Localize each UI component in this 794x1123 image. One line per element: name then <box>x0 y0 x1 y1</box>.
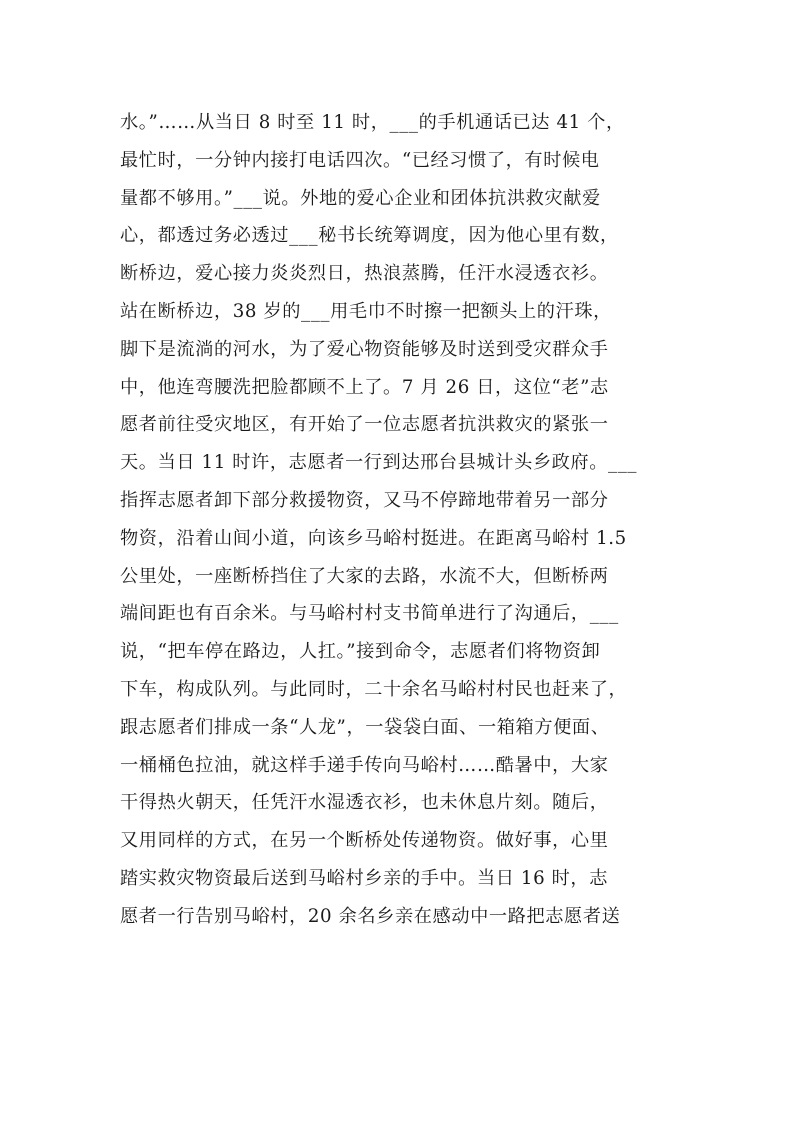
text-line-13: 公里处，一座断桥挡住了大家的去路，水流不大，但断桥两 <box>120 565 609 587</box>
text-line-10: 天。当日 11 时许，志愿者一行到达邢台县城计头乡政府。___ <box>120 452 638 474</box>
text-line-15: 说，“把车停在路边，人扛。”接到命令，志愿者们将物资卸 <box>120 641 601 663</box>
text-line-19: 干得热火朝天，任凭汗水湿透衣衫，也未休息片刻。随后， <box>120 792 609 814</box>
text-line-8: 中，他连弯腰洗把脸都顾不上了。7 月 26 日，这位“老”志 <box>120 376 609 398</box>
text-line-22: 愿者一行告别马峪村，20 余名乡亲在感动中一路把志愿者送 <box>120 905 621 927</box>
text-line-1: 水。”……从当日 8 时至 11 时，___的手机通话已达 41 个， <box>120 112 625 133</box>
text-line-2: 最忙时，一分钟内接打电话四次。“已经习惯了，有时候电 <box>120 149 600 171</box>
text-line-11: 指挥志愿者卸下部分救援物资，又马不停蹄地带着另一部分 <box>120 489 609 511</box>
text-line-5: 断桥边，爱心接力炎炎烈日，热浪蒸腾，任汗水浸透衣衫。 <box>120 263 609 285</box>
text-line-16: 下车，构成队列。与此同时，二十余名马峪村村民也赶来了， <box>120 678 628 700</box>
text-line-12: 物资，沿着山间小道，向该乡马峪村挺进。在距离马峪村 1.5 <box>120 527 627 549</box>
text-line-6: 站在断桥边，38 岁的___用毛巾不时擦一把额头上的汗珠， <box>120 300 612 322</box>
text-line-3: 量都不够用。”___说。外地的爱心企业和团体抗洪救灾献爱 <box>120 187 601 209</box>
text-line-21: 踏实救灾物资最后送到马峪村乡亲的手中。当日 16 时，志 <box>120 867 609 889</box>
text-line-14: 端间距也有百余米。与马峪村村支书简单进行了沟通后，___ <box>120 603 619 625</box>
text-line-18: 一桶桶色拉油，就这样手递手传向马峪村……酷暑中，大家 <box>120 754 609 776</box>
text-line-20: 又用同样的方式，在另一个断桥处传递物资。做好事，心里 <box>120 830 609 852</box>
text-line-9: 愿者前往受灾地区，有开始了一位志愿者抗洪救灾的紧张一 <box>120 414 609 436</box>
text-line-4: 心，都透过务必透过___秘书长统筹调度，因为他心里有数， <box>120 225 619 247</box>
text-line-17: 跟志愿者们排成一条“人龙”，一袋袋白面、一箱箱方便面、 <box>120 716 610 738</box>
text-line-7: 脚下是流淌的河水，为了爱心物资能够及时送到受灾群众手 <box>120 338 609 360</box>
body-text <box>120 104 680 936</box>
